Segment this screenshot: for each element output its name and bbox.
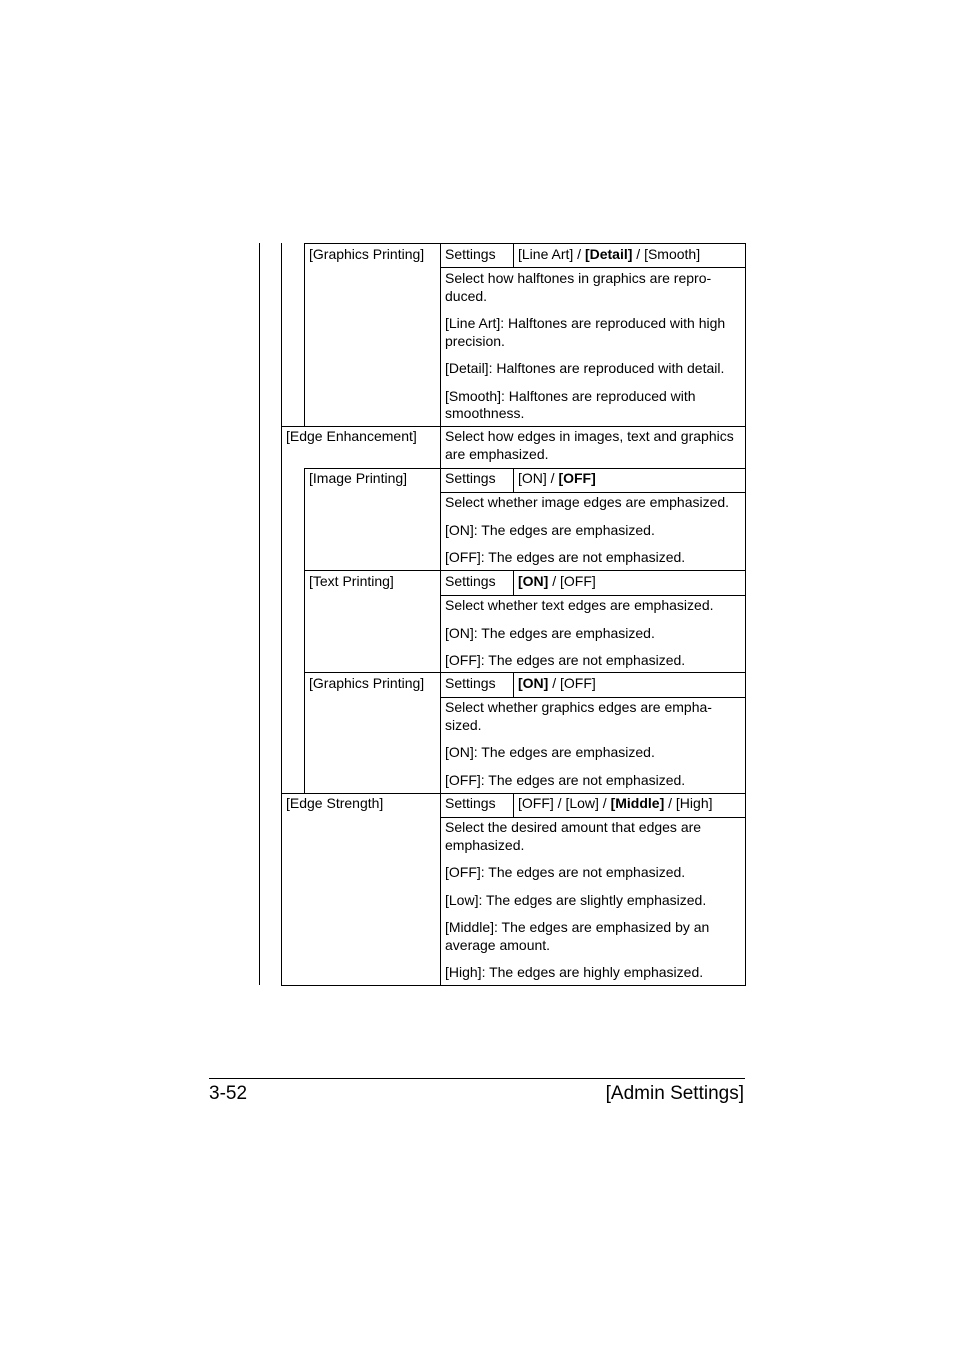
option-text: [OFF] <box>560 573 596 589</box>
description-line: Select whether image edges are emphasized. <box>445 494 730 510</box>
table-border <box>281 243 282 986</box>
setting-options <box>518 470 596 488</box>
setting-options <box>518 795 713 813</box>
settings-label: Settings <box>445 795 496 811</box>
setting-name: [Image Printing] <box>309 470 408 486</box>
setting-options <box>518 573 596 591</box>
option-text: / <box>632 246 645 262</box>
setting-description <box>445 270 741 423</box>
default-option: [OFF] <box>558 470 596 486</box>
option-text: / <box>664 795 676 811</box>
description-line: [ON]: The edges are emphasized. <box>445 521 655 538</box>
option-text: [High] <box>675 795 713 811</box>
setting-description <box>445 597 741 670</box>
option-text: / <box>548 573 560 589</box>
setting-description <box>445 494 741 567</box>
option-text: / <box>598 795 611 811</box>
settings-label: Settings <box>445 246 496 262</box>
default-option: [ON] <box>518 573 549 589</box>
description-line: [Low]: The edges are slightly emphasized. <box>445 891 707 908</box>
description-line: Select the desired amount that edges are emphasized. <box>445 819 702 853</box>
setting-name: [Text Printing] <box>309 573 394 589</box>
option-text: [Line Art] <box>518 246 574 262</box>
table-border <box>304 672 746 673</box>
description-line: [OFF]: The edges are not emphasized. <box>445 652 686 668</box>
table-border <box>745 243 746 986</box>
setting-name: [Edge Enhancement] <box>286 428 417 444</box>
description-line: [High]: The edges are highly emphasized. <box>445 964 704 980</box>
table-border <box>281 793 746 794</box>
table-border <box>513 793 514 818</box>
setting-name: [Graphics Printing] <box>309 675 425 691</box>
setting-name: [Graphics Printing] <box>309 246 425 262</box>
table-border <box>513 468 514 493</box>
option-text: [OFF] <box>560 675 596 691</box>
table-border <box>513 673 514 698</box>
setting-options <box>518 246 700 264</box>
description-line: Select how halftones in graphics are repro- duced. <box>445 270 712 304</box>
option-text: / <box>546 470 559 486</box>
table-border <box>304 243 305 427</box>
description-line: [OFF]: The edges are not emphasized. <box>445 864 686 880</box>
setting-description <box>445 819 741 982</box>
option-text: [ON] <box>518 470 547 486</box>
description-line: Select whether text edges are emphasized. <box>445 597 714 613</box>
table-border <box>304 468 746 469</box>
default-option: [ON] <box>518 675 549 691</box>
table-border <box>440 492 746 493</box>
setting-description <box>445 699 741 789</box>
option-text: [Smooth] <box>644 246 701 262</box>
description-line: [ON]: The edges are emphasized. <box>445 624 655 641</box>
description-line: Select how edges in images, text and graphics are emphasized. <box>445 428 734 462</box>
table-border <box>513 571 514 596</box>
footer-rule <box>209 1078 745 1079</box>
description-line: [Middle]: The edges are emphasized by an average amount. <box>445 919 710 953</box>
table-border <box>513 243 514 268</box>
description-line: [ON]: The edges are emphasized. <box>445 744 655 760</box>
sidebar-rule <box>259 243 260 985</box>
option-text: / <box>553 795 566 811</box>
setting-options <box>518 675 596 693</box>
description-line: Select whether graphics edges are empha- sized. <box>445 699 712 733</box>
description-line: [Smooth]: Halftones are reproduced with smoothness. <box>445 387 696 421</box>
table-border <box>440 697 746 698</box>
option-text: [OFF] <box>518 795 554 811</box>
default-option: [Middle] <box>610 795 665 811</box>
option-text: [Low] <box>565 795 599 811</box>
description-line: [Line Art]: Halftones are reproduced with high precision. <box>445 315 726 349</box>
table-border <box>304 570 746 571</box>
description-line: [Detail]: Halftones are reproduced with detail. <box>445 360 725 376</box>
table-border <box>281 985 746 986</box>
setting-description <box>445 428 741 463</box>
table-border <box>440 817 746 818</box>
setting-name: [Edge Strength] <box>286 795 384 811</box>
table-border <box>304 468 305 794</box>
description-line: [OFF]: The edges are not emphasized. <box>445 771 686 788</box>
section-title: [Admin Settings] <box>605 1083 744 1104</box>
default-option: [Detail] <box>584 246 633 262</box>
table-border <box>440 243 441 986</box>
settings-label: Settings <box>445 573 496 589</box>
description-line: [OFF]: The edges are not emphasized. <box>445 549 686 565</box>
settings-label: Settings <box>445 470 496 486</box>
table-border <box>281 426 746 427</box>
page-number: 3-52 <box>209 1083 248 1104</box>
table-border <box>440 595 746 596</box>
settings-label: Settings <box>445 675 496 691</box>
table-border <box>440 267 746 268</box>
table-border <box>304 243 746 244</box>
option-text: / <box>548 675 560 691</box>
option-text: / <box>573 246 585 262</box>
